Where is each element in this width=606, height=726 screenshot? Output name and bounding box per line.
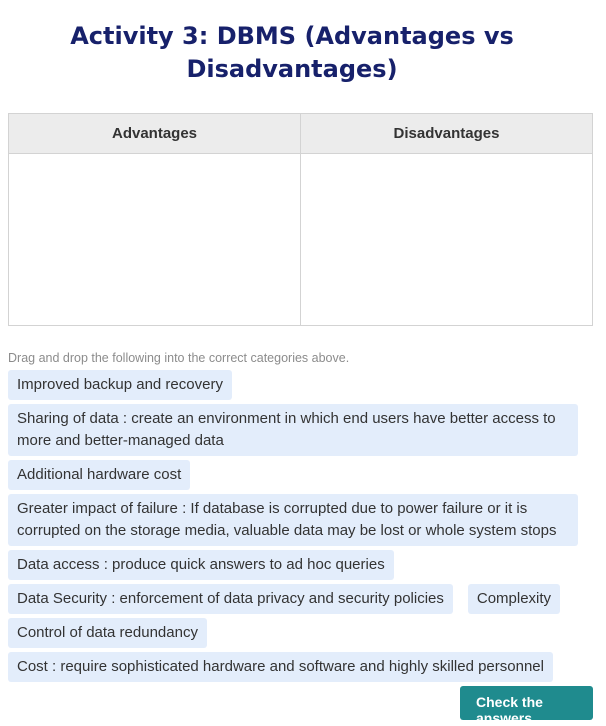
draggable-item[interactable]: Data access : produce quick answers to ad hoc queries [8, 550, 394, 580]
draggable-item[interactable]: Cost : require sophisticated hardware and software and highly skilled personnel [8, 652, 553, 682]
draggable-item[interactable]: Greater impact of failure : If database is corrupted due to power failure or it is corrupted on the storage media, valuable data may be lost or whole system stops [8, 494, 578, 546]
draggable-item[interactable]: Complexity [468, 584, 560, 614]
draggable-item[interactable]: Sharing of data : create an environment in which end users have better access to more and better-managed data [8, 404, 578, 456]
drag-instructions: Drag and drop the following into the correct categories above. [8, 351, 350, 365]
page-title: Activity 3: DBMS (Advantages vs Disadvantages) [70, 22, 514, 83]
drop-zone-advantages[interactable] [9, 154, 300, 325]
draggable-items-pool [8, 370, 584, 682]
category-header-disadvantages: Disadvantages [301, 114, 592, 154]
category-disadvantages [300, 114, 592, 325]
draggable-item[interactable]: Control of data redundancy [8, 618, 207, 648]
category-table [8, 113, 593, 326]
category-advantages [9, 114, 300, 325]
category-header-advantages: Advantages [9, 114, 300, 154]
draggable-item[interactable]: Data Security : enforcement of data privacy and security policies [8, 584, 453, 614]
draggable-item[interactable]: Additional hardware cost [8, 460, 190, 490]
check-answers-button[interactable]: Check the answers [460, 686, 593, 720]
drop-zone-disadvantages[interactable] [301, 154, 592, 325]
draggable-item[interactable]: Improved backup and recovery [8, 370, 232, 400]
